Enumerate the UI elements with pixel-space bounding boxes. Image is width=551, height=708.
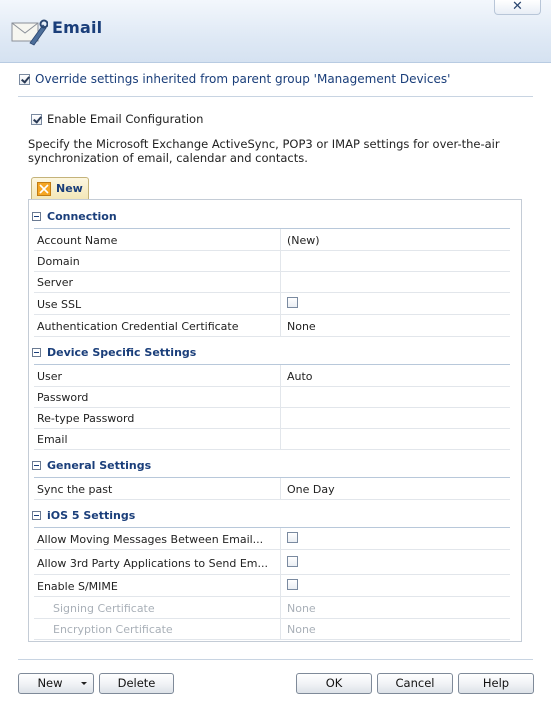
section-general-title: General Settings (47, 459, 152, 472)
column-divider (280, 229, 281, 337)
row-divider (34, 639, 510, 640)
enable-email-label: Enable Email Configuration (47, 112, 204, 126)
row-divider (34, 292, 510, 293)
auth-cert-value[interactable]: None (287, 320, 316, 333)
password-value[interactable] (287, 391, 507, 405)
row-divider (34, 477, 510, 478)
row-divider (34, 499, 510, 500)
row-divider (34, 527, 510, 528)
signing-cert-value: None (287, 602, 316, 615)
section-device-title: Device Specific Settings (47, 346, 197, 359)
section-ios5-title: iOS 5 Settings (47, 509, 136, 522)
row-divider (34, 271, 510, 272)
delete-button[interactable] (99, 673, 174, 694)
domain-value[interactable] (287, 255, 507, 269)
section-connection[interactable] (32, 210, 512, 226)
section-connection-title: Connection (47, 210, 117, 223)
description-text: Specify the Microsoft Exchange ActiveSync, POP3 or IMAP settings for over-the-air synchronization of email, calendar and contacts. (28, 137, 500, 165)
cancel-button-label: Cancel (395, 676, 435, 690)
encryption-cert-value: None (287, 623, 316, 636)
enable-smime-label: Enable S/MIME (37, 580, 118, 593)
enable-smime-checkbox[interactable] (287, 579, 298, 590)
user-label: User (37, 370, 63, 383)
row-divider (34, 364, 510, 365)
domain-label: Domain (37, 255, 80, 268)
ok-button-label: OK (325, 676, 343, 690)
server-label: Server (37, 276, 74, 289)
close-button[interactable] (494, 0, 541, 15)
row-divider (34, 250, 510, 251)
row-divider (34, 336, 510, 337)
override-checkbox[interactable] (19, 74, 30, 85)
row-divider (34, 386, 510, 387)
section-general[interactable] (32, 459, 512, 475)
password-label: Password (37, 391, 89, 404)
signing-cert-label: Signing Certificate (53, 602, 155, 615)
row-divider (34, 618, 510, 619)
sync-past-label: Sync the past (37, 483, 113, 496)
retype-password-label: Re-type Password (37, 412, 135, 425)
new-button[interactable] (18, 673, 94, 694)
collapse-icon[interactable] (32, 212, 41, 221)
section-ios5[interactable] (32, 509, 512, 525)
tab-new-label: New (56, 182, 83, 195)
close-icon: ✕ (512, 0, 523, 14)
collapse-icon[interactable] (32, 511, 41, 520)
new-account-icon (37, 182, 51, 196)
section-device[interactable] (32, 346, 512, 362)
account-name-value[interactable]: (New) (287, 234, 320, 247)
cancel-button[interactable] (377, 673, 453, 694)
new-button-label: New (37, 676, 63, 690)
email-value[interactable] (287, 433, 507, 447)
server-value[interactable] (287, 276, 507, 290)
window-header (0, 0, 551, 63)
collapse-icon[interactable] (32, 461, 41, 470)
use-ssl-label: Use SSL (37, 298, 82, 311)
use-ssl-checkbox[interactable] (287, 297, 298, 308)
column-divider (280, 478, 281, 499)
collapse-icon[interactable] (32, 348, 41, 357)
allow-moving-label: Allow Moving Messages Between Email... (37, 533, 264, 546)
help-button-label: Help (482, 676, 510, 690)
window-title: Email (52, 18, 103, 37)
row-divider (34, 574, 510, 575)
sync-past-value[interactable]: One Day (287, 483, 335, 496)
divider (18, 659, 533, 660)
retype-password-value[interactable] (287, 412, 507, 426)
ok-button[interactable] (296, 673, 372, 694)
help-button[interactable] (458, 673, 534, 694)
allow-3rd-party-label: Allow 3rd Party Applications to Send Em... (37, 557, 268, 570)
enable-email-checkbox[interactable] (31, 114, 42, 125)
row-divider (34, 549, 510, 550)
account-name-label: Account Name (37, 234, 118, 247)
dropdown-caret-icon[interactable] (81, 682, 87, 685)
row-divider (34, 228, 510, 229)
row-divider (34, 449, 510, 450)
override-label: Override settings inherited from parent group 'Management Devices' (35, 72, 451, 86)
row-divider (34, 407, 510, 408)
divider (18, 96, 533, 97)
user-value[interactable]: Auto (287, 370, 313, 383)
row-divider (34, 428, 510, 429)
row-divider (34, 314, 510, 315)
delete-button-label: Delete (117, 676, 156, 690)
email-settings-icon (10, 15, 48, 47)
auth-cert-label: Authentication Credential Certificate (37, 320, 239, 333)
encryption-cert-label: Encryption Certificate (53, 623, 173, 636)
email-label: Email (37, 433, 68, 446)
tab-new[interactable] (31, 177, 89, 199)
allow-3rd-party-checkbox[interactable] (287, 556, 298, 567)
row-divider (34, 596, 510, 597)
settings-panel (28, 199, 522, 642)
column-divider (280, 528, 281, 640)
allow-moving-checkbox[interactable] (287, 532, 298, 543)
